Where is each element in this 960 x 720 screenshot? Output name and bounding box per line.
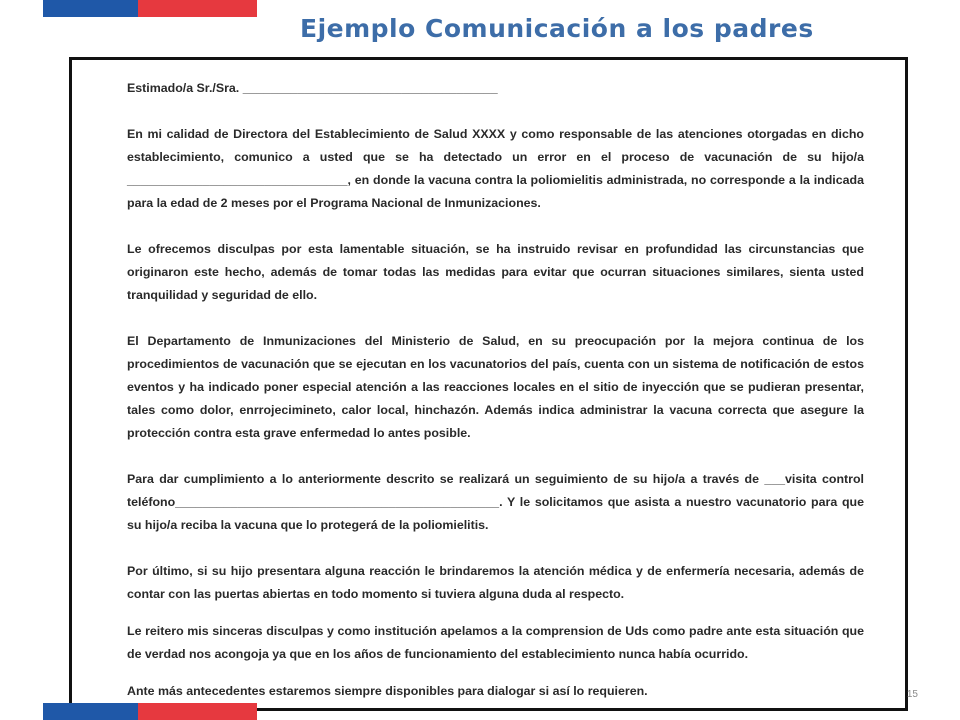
flag-red-segment — [138, 703, 257, 720]
flag-stripe-bottom — [43, 703, 257, 720]
letter-paragraph-6: Le reitero mis sinceras disculpas y como institución apelamos a la comprension de Uds como padre ante esta situación que de verdad nos acongoja ya que en los años de funcionamiento del establecimiento nunca había ocurrido. — [127, 624, 864, 661]
slide-title: Ejemplo Comunicación a los padres — [300, 14, 814, 43]
flag-blue-segment — [43, 703, 138, 720]
letter-paragraph-1: En mi calidad de Directora del Establecimiento de Salud XXXX y como responsable de las atenciones otorgadas en dicho establecimiento, comunico a usted que se ha detectado un error en el proceso de vacunación de su hijo/a ________________________________, en donde la vacuna contra la poliomielitis administrada, no corresponde a la indicada para la edad de 2 meses por el Programa Nacional de Inmunizaciones. — [127, 127, 864, 210]
flag-red-segment — [138, 0, 257, 17]
letter-document — [69, 57, 908, 711]
page-number: 15 — [906, 689, 918, 700]
letter-paragraph-4: Para dar cumplimiento a lo anteriormente descrito se realizará un seguimiento de su hijo/a a través de ___visita control teléfono_______________________________________________. Y le solicitamos que asista a nuestro vacunatorio para que su hijo/a reciba la vacuna que lo protegerá de la poliomielitis. — [127, 472, 864, 532]
letter-paragraph-5: Por último, si su hijo presentara alguna reacción le brindaremos la atención médica y de enfermería necesaria, además de contar con las puertas abiertas en todo momento si tuviera alguna duda al respecto. — [127, 564, 864, 601]
letter-paragraph-2: Le ofrecemos disculpas por esta lamentable situación, se ha instruido revisar en profundidad las circunstancias que originaron este hecho, además de tomar todas las medidas para evitar que ocurran situaciones similares, sienta usted tranquilidad y seguridad de ello. — [127, 242, 864, 302]
letter-greeting: Estimado/a Sr./Sra. _____________________________________ — [127, 81, 498, 95]
letter-paragraph-7: Ante más antecedentes estaremos siempre disponibles para dialogar si así lo requieren. — [127, 684, 648, 698]
flag-stripe-top — [43, 0, 257, 17]
flag-blue-segment — [43, 0, 138, 17]
letter-paragraph-3: El Departamento de Inmunizaciones del Ministerio de Salud, en su preocupación por la mejora continua de los procedimientos de vacunación que se ejecutan en los vacunatorios del país, cuenta con un sistema de notificación de estos eventos y ha indicado poner especial atención a las reacciones locales en el sitio de inyección que se pudieran presentar, tales como dolor, enrrojecimineto, calor local, hinchazón. Además indica administrar la vacuna correcta que asegure la protección contra esta grave enfermedad lo antes posible. — [127, 334, 864, 440]
